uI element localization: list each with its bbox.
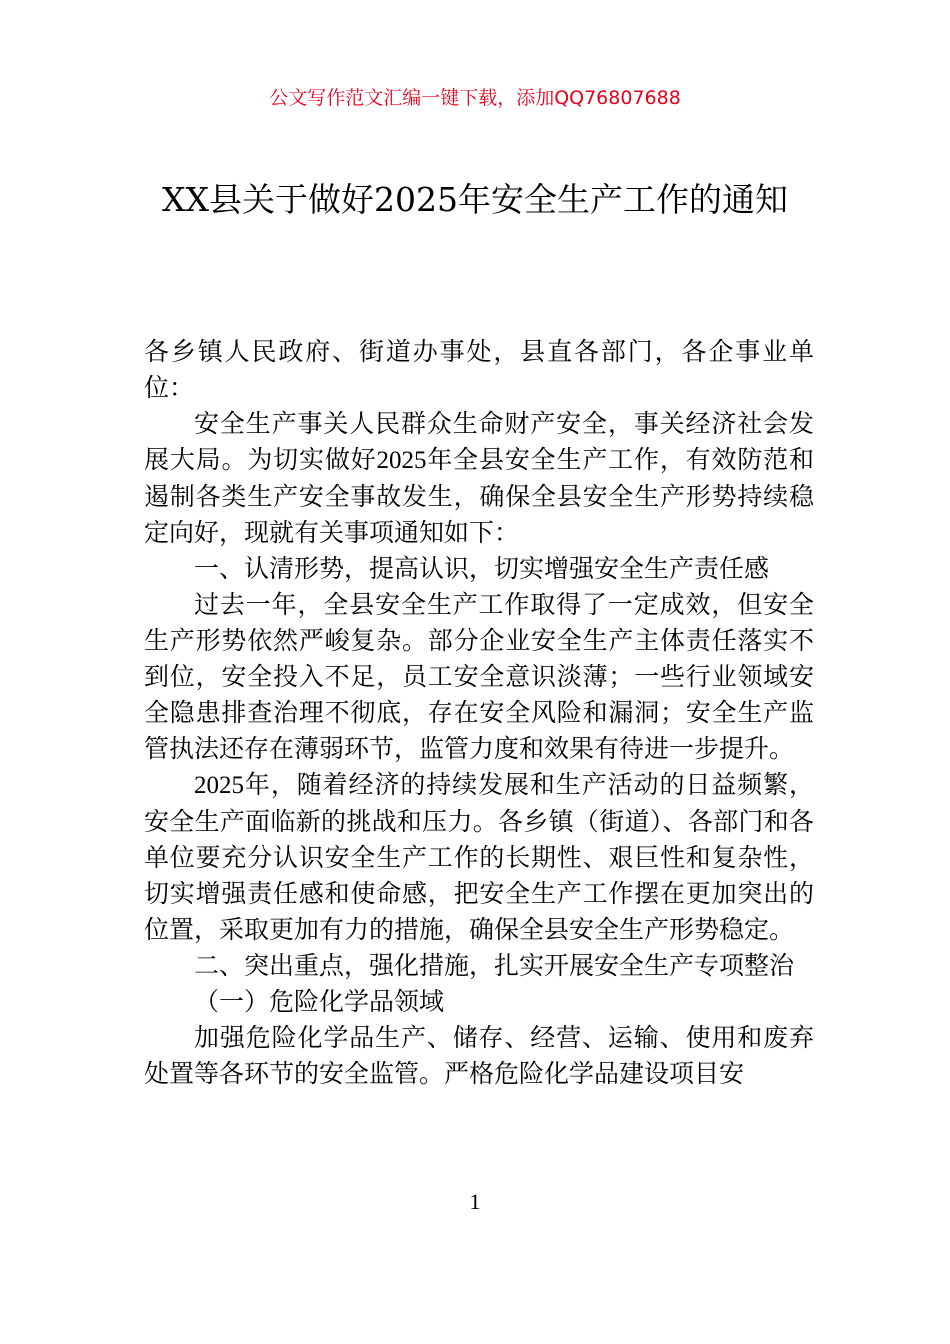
- intro-year: 2025: [376, 447, 427, 474]
- salutation: 各乡镇人民政府、街道办事处，县直各部门，各企事业单位：: [144, 337, 814, 402]
- intro-text-after-year: 年全县安全生产工作，有效防范和遏制各类生产安全事故发生，确保全县安全生产形势持续稳定向好，现就有关事项通知如下：: [144, 445, 814, 547]
- section-1-paragraph-2-text: 年，随着经济的持续发展和生产活动的日益频繁，安全生产面临新的挑战和压力。各乡镇（街道）、各部门和各单位要充分认识安全生产工作的长期性、艰巨性和复杂性，切实增强责任感和使命感，把安全生产工作摆在更加突出的位置，采取更加有力的措施，确保全县安全生产形势稳定。: [144, 770, 814, 944]
- section-2-heading: 二、突出重点，强化措施，扎实开展安全生产专项整治: [194, 951, 795, 980]
- section-1-paragraph-2-year: 2025: [194, 772, 244, 799]
- section-1-paragraph-1: 过去一年，全县安全生产工作取得了一定成效，但安全生产形势依然严峻复杂。部分企业安全生产主体责任落实不到位，安全投入不足，员工安全意识淡薄；一些行业领域安全隐患排查治理不彻底，存在安全风险和漏洞；安全生产监管执法还存在薄弱环节，监管力度和效果有待进一步提升。: [144, 590, 814, 763]
- document-title: XX县关于做好2025年安全生产工作的通知: [162, 180, 788, 219]
- subsection-1-paragraph: 加强危险化学品生产、储存、经营、运输、使用和废弃处置等各环节的安全监管。严格危险化学品建设项目安: [144, 1023, 814, 1088]
- section-1-heading: 一、认清形势，提高认识，切实增强安全生产责任感: [194, 554, 770, 583]
- intro-paragraph: [144, 406, 814, 551]
- subsection-1-heading: （一）危险化学品领域: [194, 987, 445, 1016]
- section-1-paragraph-2: [144, 767, 814, 948]
- document-body: [144, 334, 814, 1092]
- download-promo-note: 公文写作范文汇编一键下载，添加QQ76807688: [269, 87, 681, 109]
- intro-text-before-year: 安全生产事关人民群众生命财产安全，事关经济社会发展大局。为切实做好: [144, 409, 814, 474]
- page-number: 1: [469, 1189, 481, 1214]
